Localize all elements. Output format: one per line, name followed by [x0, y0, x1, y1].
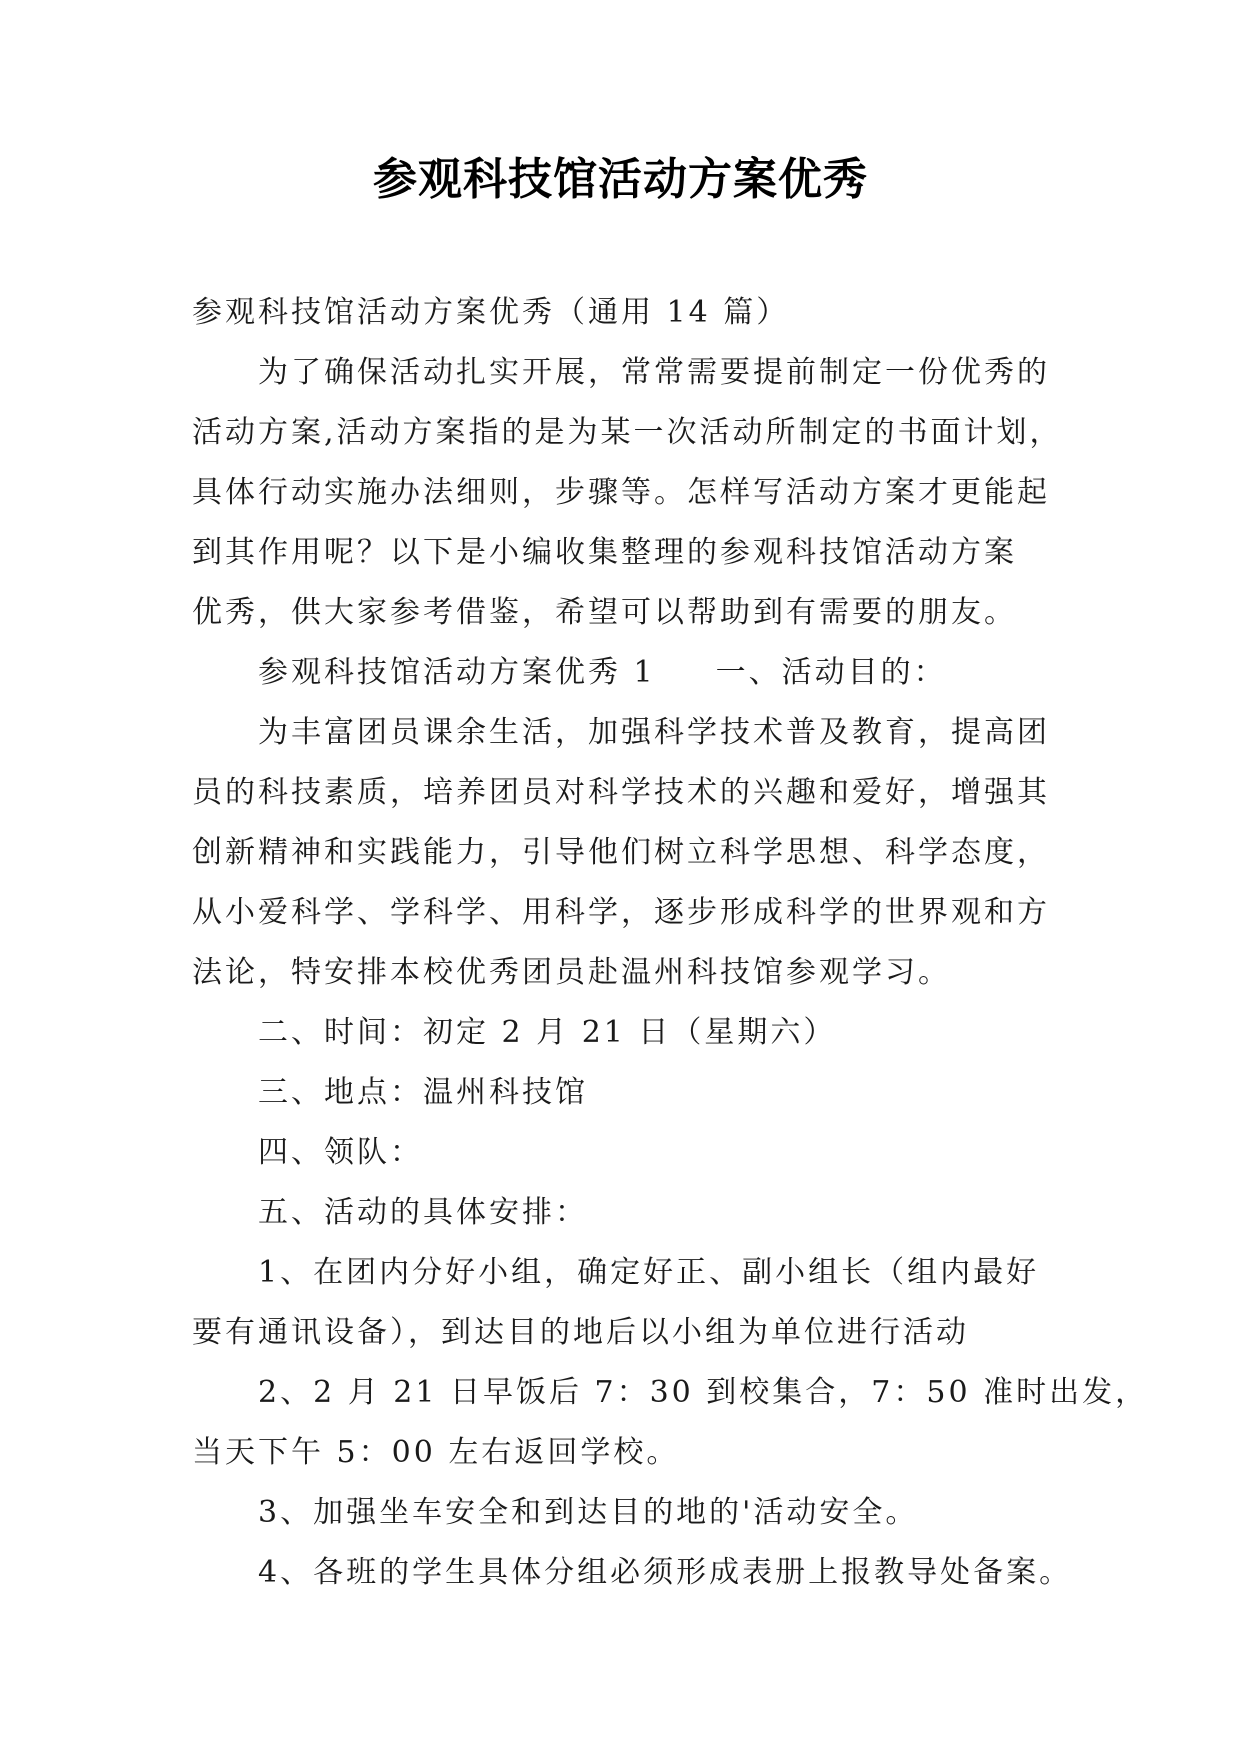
purpose-line-2: 员的科技素质，培养团员对科学技术的兴趣和爱好，增强其 [192, 775, 1050, 810]
arrangement-item-4: 4、各班的学生具体分组必须形成表册上报教导处备案。 [258, 1555, 1073, 1590]
location-line: 三、地点：温州科技馆 [258, 1075, 588, 1110]
leader-line: 四、领队： [258, 1135, 423, 1170]
arrangement-item-1-line-2: 要有通讯设备），到达目的地后以小组为单位进行活动 [192, 1315, 969, 1350]
purpose-line-4: 从小爱科学、学科学、用科学，逐步形成科学的世界观和方 [192, 895, 1050, 930]
purpose-heading: 一、活动目的： [715, 655, 947, 690]
intro-line-4: 到其作用呢？以下是小编收集整理的参观科技馆活动方案 [192, 535, 1017, 570]
document-body [192, 283, 1149, 1603]
purpose-line-5: 法论，特安排本校优秀团员赴温州科技馆参观学习。 [192, 955, 951, 990]
intro-line-3: 具体行动实施办法细则，步骤等。怎样写活动方案才更能起 [192, 475, 1050, 510]
intro-line-2: 活动方案,活动方案指的是为某一次活动所制定的书面计划， [192, 415, 1063, 450]
purpose-line-3: 创新精神和实践能力，引导他们树立科学思想、科学态度， [192, 835, 1050, 870]
arrangement-item-1-line-1: 1、在团内分好小组，确定好正、副小组长（组内最好 [258, 1255, 1040, 1290]
purpose-line-1: 为丰富团员课余生活，加强科学技术普及教育，提高团 [258, 715, 1050, 750]
arrangement-item-3: 3、加强坐车安全和到达目的地的'活动安全。 [258, 1495, 919, 1530]
intro-line-5: 优秀，供大家参考借鉴，希望可以帮助到有需要的朋友。 [192, 595, 1017, 630]
arrangement-item-2-line-2: 当天下午 5：00 左右返回学校。 [192, 1435, 680, 1470]
section-heading-line [192, 643, 1052, 703]
arrangement-heading: 五、活动的具体安排： [258, 1195, 588, 1230]
time-line: 二、时间：初定 2 月 21 日（星期六） [258, 1015, 837, 1050]
intro-line-1: 为了确保活动扎实开展，常常需要提前制定一份优秀的 [258, 355, 1050, 390]
document-title: 参观科技馆活动方案优秀 [373, 154, 868, 205]
section-heading: 参观科技馆活动方案优秀 1 [258, 655, 656, 690]
subtitle-line: 参观科技馆活动方案优秀（通用 14 篇） [192, 295, 790, 330]
arrangement-item-2-line-1: 2、2 月 21 日早饭后 7：30 到校集合，7：50 准时出发， [258, 1375, 1149, 1410]
